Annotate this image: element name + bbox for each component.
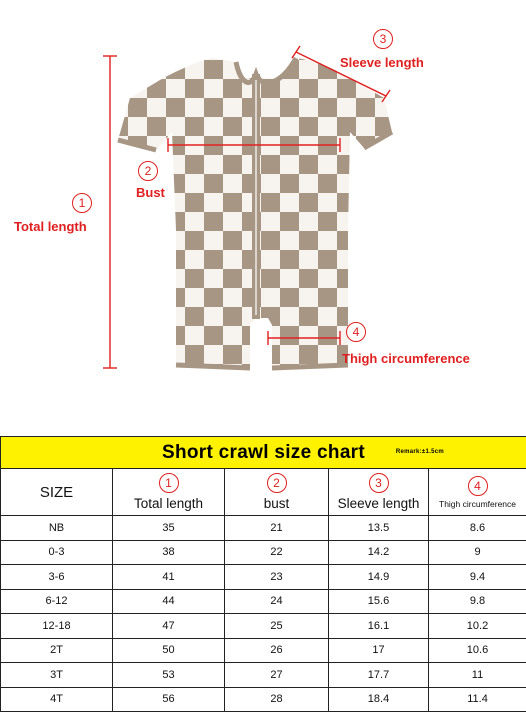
value-cell: 17 [329, 638, 429, 663]
bust-number: 2 [138, 161, 158, 181]
value-cell: 11.4 [429, 687, 526, 712]
column-header-sleeve-length [329, 469, 429, 516]
value-cell: 47 [113, 614, 225, 639]
leg-band-left [176, 365, 250, 368]
table-row [1, 687, 526, 712]
column-label: Thigh circumference [439, 498, 517, 509]
column-number: 3 [369, 473, 389, 493]
value-cell: 56 [113, 687, 225, 712]
size-cell: 0-3 [1, 540, 113, 565]
value-cell: 15.6 [329, 589, 429, 614]
value-cell: 44 [113, 589, 225, 614]
value-cell: 14.9 [329, 565, 429, 590]
size-cell: 3T [1, 663, 113, 688]
total-length-label: Total length [14, 219, 87, 234]
value-cell: 35 [113, 516, 225, 541]
table-row [1, 614, 526, 639]
column-header-bust [225, 469, 329, 516]
size-cell: 3-6 [1, 565, 113, 590]
value-cell: 28 [225, 687, 329, 712]
size-cell: NB [1, 516, 113, 541]
value-cell: 27 [225, 663, 329, 688]
table-title-row [1, 437, 526, 469]
value-cell: 22 [225, 540, 329, 565]
table-title: Short crawl size chart [162, 441, 366, 463]
value-cell: 23 [225, 565, 329, 590]
size-cell: 2T [1, 638, 113, 663]
value-cell: 26 [225, 638, 329, 663]
value-cell: 21 [225, 516, 329, 541]
size-cell: 4T [1, 687, 113, 712]
size-chart-table [0, 436, 526, 712]
value-cell: 9.8 [429, 589, 526, 614]
table-header-row [1, 469, 526, 516]
bust-label: Bust [136, 185, 165, 200]
table-row [1, 516, 526, 541]
value-cell: 13.5 [329, 516, 429, 541]
size-cell: 6-12 [1, 589, 113, 614]
column-label: Sleeve length [337, 496, 420, 511]
column-number: 4 [468, 476, 488, 496]
table-row [1, 540, 526, 565]
column-number: 1 [159, 473, 179, 493]
column-label: Total length [133, 496, 204, 511]
value-cell: 17.7 [329, 663, 429, 688]
value-cell: 16.1 [329, 614, 429, 639]
leg-band-right [272, 365, 348, 368]
value-cell: 53 [113, 663, 225, 688]
sleeve-length-label: Sleeve length [340, 55, 424, 70]
column-header-thigh [429, 469, 526, 516]
value-cell: 24 [225, 589, 329, 614]
table-body [1, 516, 526, 712]
value-cell: 41 [113, 565, 225, 590]
table-row [1, 589, 526, 614]
value-cell: 10.2 [429, 614, 526, 639]
value-cell: 50 [113, 638, 225, 663]
value-cell: 9 [429, 540, 526, 565]
sleeve-length-number: 3 [373, 29, 393, 49]
table-row [1, 565, 526, 590]
value-cell: 8.6 [429, 516, 526, 541]
column-number: 2 [267, 473, 287, 493]
size-column-header: SIZE [1, 469, 113, 516]
size-cell: 12-18 [1, 614, 113, 639]
value-cell: 10.6 [429, 638, 526, 663]
table-remark: Remark:±1.5cm [395, 449, 445, 455]
value-cell: 38 [113, 540, 225, 565]
value-cell: 25 [225, 614, 329, 639]
total-length-number: 1 [72, 193, 92, 213]
table-row [1, 638, 526, 663]
table-row [1, 663, 526, 688]
column-label: bust [263, 496, 290, 511]
value-cell: 14.2 [329, 540, 429, 565]
value-cell: 18.4 [329, 687, 429, 712]
value-cell: 9.4 [429, 565, 526, 590]
value-cell: 11 [429, 663, 526, 688]
thigh-label: Thigh circumference [342, 351, 470, 366]
thigh-number: 4 [346, 322, 366, 342]
column-header-total-length [113, 469, 225, 516]
